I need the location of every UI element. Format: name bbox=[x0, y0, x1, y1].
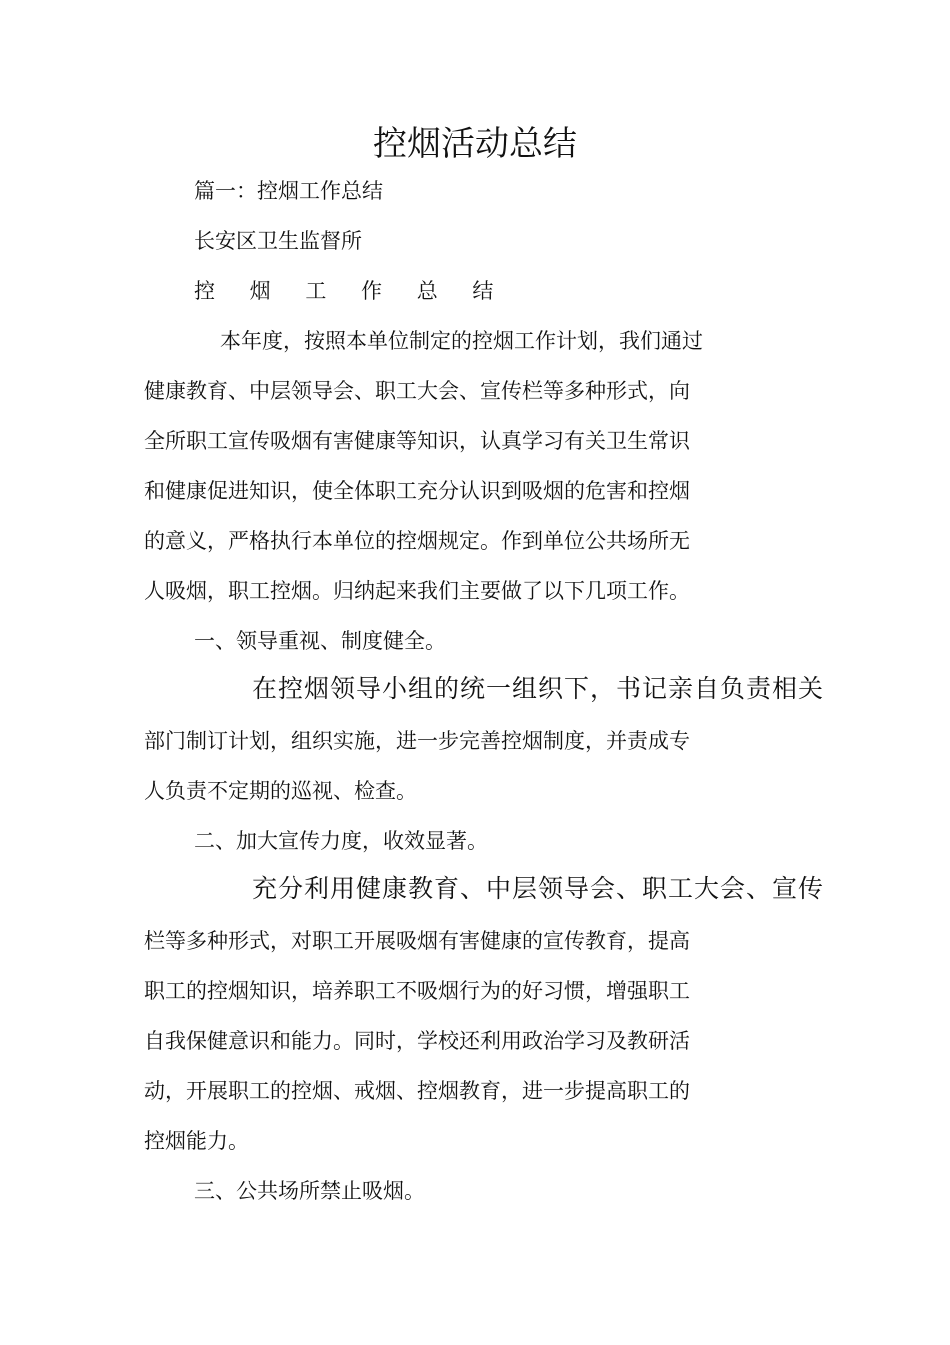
subtitle: 控 烟 工 作 总 结 bbox=[194, 279, 508, 303]
paragraph-line: 全所职工宣传吸烟有害健康等知识，认真学习有关卫生常识 bbox=[144, 429, 690, 453]
paragraph-line: 人负责不定期的巡视、检查。 bbox=[144, 779, 417, 803]
paragraph-line: 部门制订计划，组织实施，进一步完善控烟制度，并责成专 bbox=[144, 729, 690, 753]
paragraph-line: 在控烟领导小组的统一组织下，书记亲自负责相关 bbox=[252, 674, 825, 703]
paragraph-line: 人吸烟，职工控烟。归纳起来我们主要做了以下几项工作。 bbox=[144, 579, 690, 603]
paragraph-line: 的意义，严格执行本单位的控烟规定。作到单位公共场所无 bbox=[144, 529, 690, 553]
paragraph-line: 充分利用健康教育、中层领导会、职工大会、宣传 bbox=[252, 874, 825, 903]
organization-name: 长安区卫生监督所 bbox=[194, 229, 362, 253]
paragraph-line: 栏等多种形式，对职工开展吸烟有害健康的宣传教育，提高 bbox=[144, 929, 690, 953]
section-heading: 一、领导重视、制度健全。 bbox=[194, 629, 446, 653]
paragraph-line: 和健康促进知识，使全体职工充分认识到吸烟的危害和控烟 bbox=[144, 479, 690, 503]
document-title: 控烟活动总结 bbox=[373, 124, 577, 164]
paragraph-line: 健康教育、中层领导会、职工大会、宣传栏等多种形式，向 bbox=[144, 379, 690, 403]
paragraph-line: 自我保健意识和能力。同时，学校还利用政治学习及教研活 bbox=[144, 1029, 690, 1053]
paragraph-line: 动，开展职工的控烟、戒烟、控烟教育，进一步提高职工的 bbox=[144, 1079, 690, 1103]
paragraph-line: 职工的控烟知识，培养职工不吸烟行为的好习惯，增强职工 bbox=[144, 979, 690, 1003]
section-heading: 三、公共场所禁止吸烟。 bbox=[194, 1179, 425, 1203]
paragraph-line: 控烟能力。 bbox=[144, 1129, 249, 1153]
paragraph-line: 本年度，按照本单位制定的控烟工作计划，我们通过 bbox=[220, 329, 703, 353]
section-heading: 篇一：控烟工作总结 bbox=[194, 179, 383, 203]
section-heading: 二、加大宣传力度，收效显著。 bbox=[194, 829, 488, 853]
